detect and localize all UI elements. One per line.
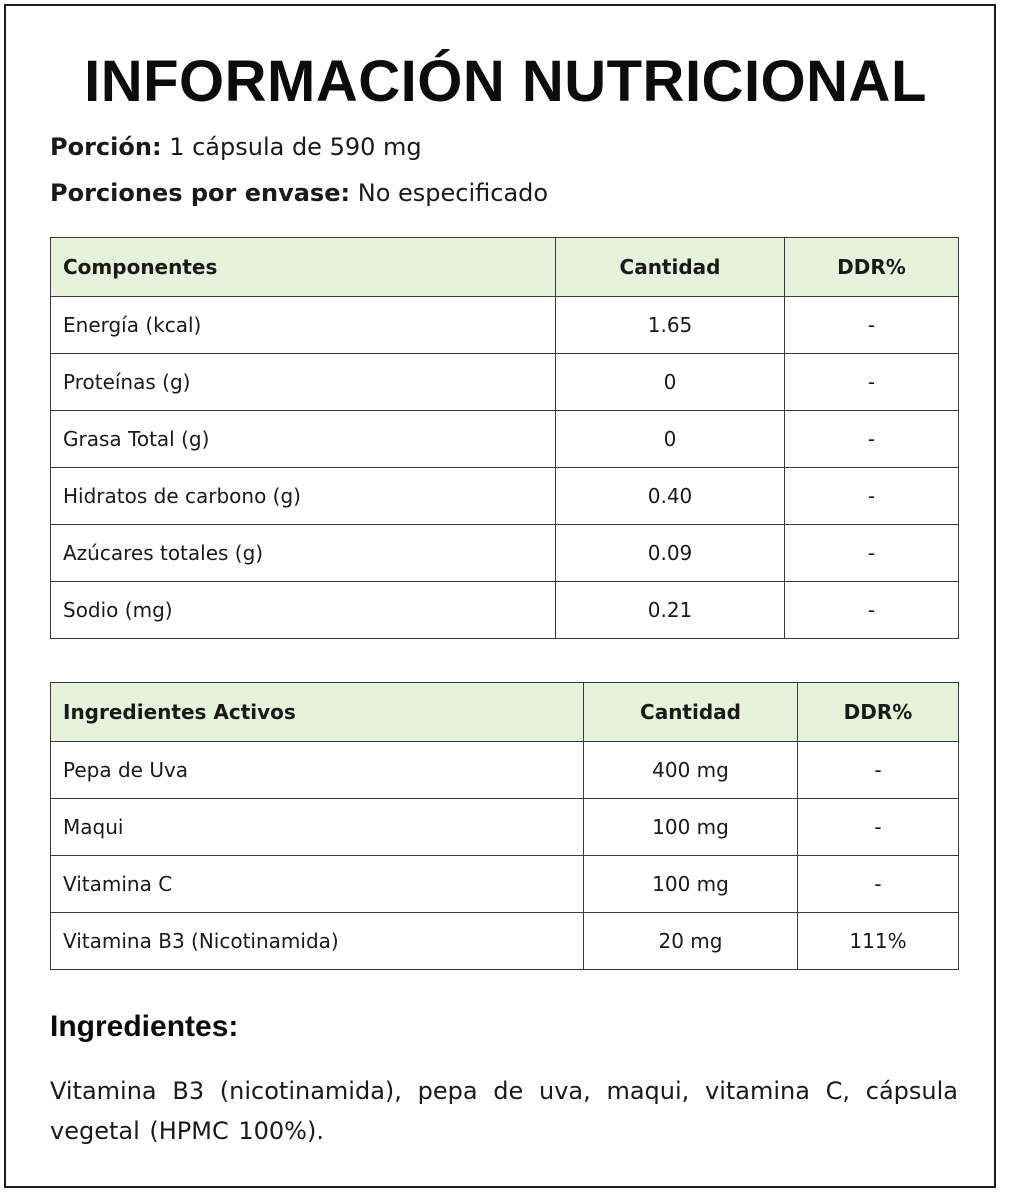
row-ddr: -	[785, 354, 959, 411]
servings-line	[50, 179, 548, 207]
ingredients-heading: Ingredientes:	[50, 1010, 239, 1043]
row-name: Maqui	[51, 799, 584, 856]
row-quantity: 20 mg	[584, 913, 798, 970]
row-name: Vitamina B3 (Nicotinamida)	[51, 913, 584, 970]
row-name: Grasa Total (g)	[51, 411, 556, 468]
row-quantity: 0.21	[556, 582, 785, 639]
row-quantity: 0	[556, 411, 785, 468]
header-ddr: DDR%	[785, 238, 959, 297]
row-ddr: -	[798, 799, 959, 856]
table-row	[51, 468, 959, 525]
header-ddr: DDR%	[798, 683, 959, 742]
portion-label: Porción:	[50, 133, 162, 161]
table-row	[51, 582, 959, 639]
header-quantity: Cantidad	[584, 683, 798, 742]
table-row	[51, 297, 959, 354]
portion-line	[50, 133, 422, 161]
table-row	[51, 856, 959, 913]
table-row	[51, 411, 959, 468]
row-quantity: 1.65	[556, 297, 785, 354]
row-name: Hidratos de carbono (g)	[51, 468, 556, 525]
row-quantity: 100 mg	[584, 856, 798, 913]
table-row	[51, 742, 959, 799]
row-name: Azúcares totales (g)	[51, 525, 556, 582]
header-active-ingredients: Ingredientes Activos	[51, 683, 584, 742]
active-ingredients-table	[50, 682, 959, 970]
row-name: Pepa de Uva	[51, 742, 584, 799]
table-header-row	[51, 683, 959, 742]
table-header-row	[51, 238, 959, 297]
table-row	[51, 799, 959, 856]
row-name: Vitamina C	[51, 856, 584, 913]
header-quantity: Cantidad	[556, 238, 785, 297]
row-quantity: 0	[556, 354, 785, 411]
portion-value: 1 cápsula de 590 mg	[169, 133, 422, 161]
row-ddr: -	[785, 582, 959, 639]
row-ddr: -	[798, 856, 959, 913]
row-name: Sodio (mg)	[51, 582, 556, 639]
row-ddr: -	[785, 525, 959, 582]
table-row	[51, 354, 959, 411]
row-name: Energía (kcal)	[51, 297, 556, 354]
row-quantity: 0.09	[556, 525, 785, 582]
row-quantity: 0.40	[556, 468, 785, 525]
table-row	[51, 913, 959, 970]
servings-value: No especificado	[357, 179, 549, 207]
row-quantity: 100 mg	[584, 799, 798, 856]
row-ddr: -	[785, 297, 959, 354]
row-ddr: -	[785, 468, 959, 525]
servings-label: Porciones por envase:	[50, 179, 351, 207]
page-title: INFORMACIÓN NUTRICIONAL	[84, 49, 927, 114]
row-ddr: -	[798, 742, 959, 799]
table-row	[51, 525, 959, 582]
header-components: Componentes	[51, 238, 556, 297]
components-table	[50, 237, 959, 639]
row-ddr: -	[785, 411, 959, 468]
ingredients-text: Vitamina B3 (nicotinamida), pepa de uva, maqui, vitamina C, cápsula vegetal (HPMC 100%).	[50, 1077, 958, 1145]
row-ddr: 111%	[798, 913, 959, 970]
row-quantity: 400 mg	[584, 742, 798, 799]
row-name: Proteínas (g)	[51, 354, 556, 411]
